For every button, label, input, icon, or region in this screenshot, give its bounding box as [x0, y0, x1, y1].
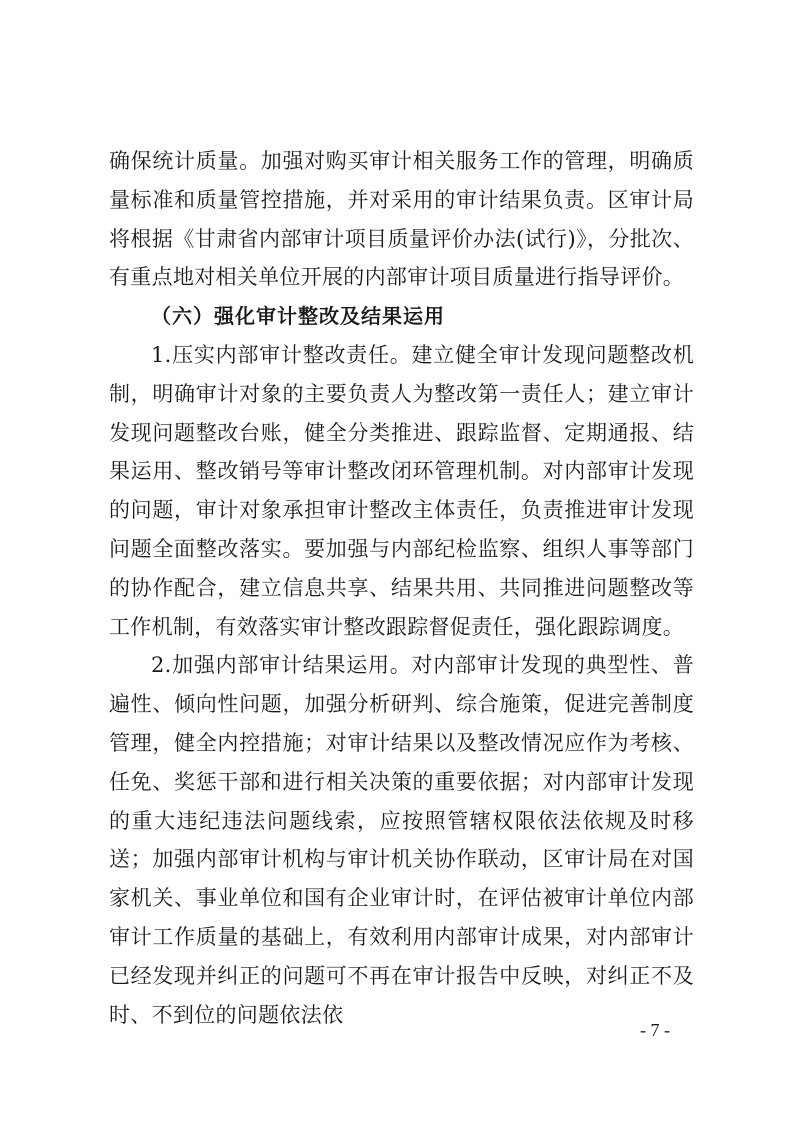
paragraph-continuation: 确保统计质量。加强对购买审计相关服务工作的管理，明确质量标准和质量管控措施，并对采用的审计结果负责。区审计局将根据《甘肃省内部审计项目质量评价办法(试行)》，分批次、有重点地对相关单位开展的内部审计项目质量进行指导评价。: [109, 149, 694, 290]
section-heading: （六）强化审计整改及结果运用: [151, 304, 445, 329]
document-body: [109, 142, 694, 1034]
page-number: - 7 -: [640, 1020, 670, 1040]
paragraph-item-1: 1.压实内部审计整改责任。建立健全审计发现问题整改机制，明确审计对象的主要负责人为整改第一责任人；建立审计发现问题整改台账，健全分类推进、跟踪监督、定期通报、结果运用、整改销号等审计整改闭环管理机制。对内部审计发现的问题，审计对象承担审计整改主体责任，负责推进审计发现问题全面整改落实。要加强与内部纪检监察、组织人事等部门的协作配合，建立信息共享、结果共用、共同推进问题整改等工作机制，有效落实审计整改跟踪督促责任，强化跟踪调度。: [109, 342, 694, 639]
paragraph-item-2: 2.加强内部审计结果运用。对内部审计发现的典型性、普遍性、倾向性问题，加强分析研判、综合施策，促进完善制度管理，健全内控措施；对审计结果以及整改情况应作为考核、任免、奖惩干部和进行相关决策的重要依据；对内部审计发现的重大违纪违法问题线索，应按照管辖权限依法依规及时移送；加强内部审计机构与审计机关协作联动，区审计局在对国家机关、事业单位和国有企业审计时，在评估被审计单位内部审计工作质量的基础上，有效利用内部审计成果，对内部审计已经发现并纠正的问题可不再在审计报告中反映，对纠正不及时、不到位的问题依法依: [109, 653, 694, 1027]
